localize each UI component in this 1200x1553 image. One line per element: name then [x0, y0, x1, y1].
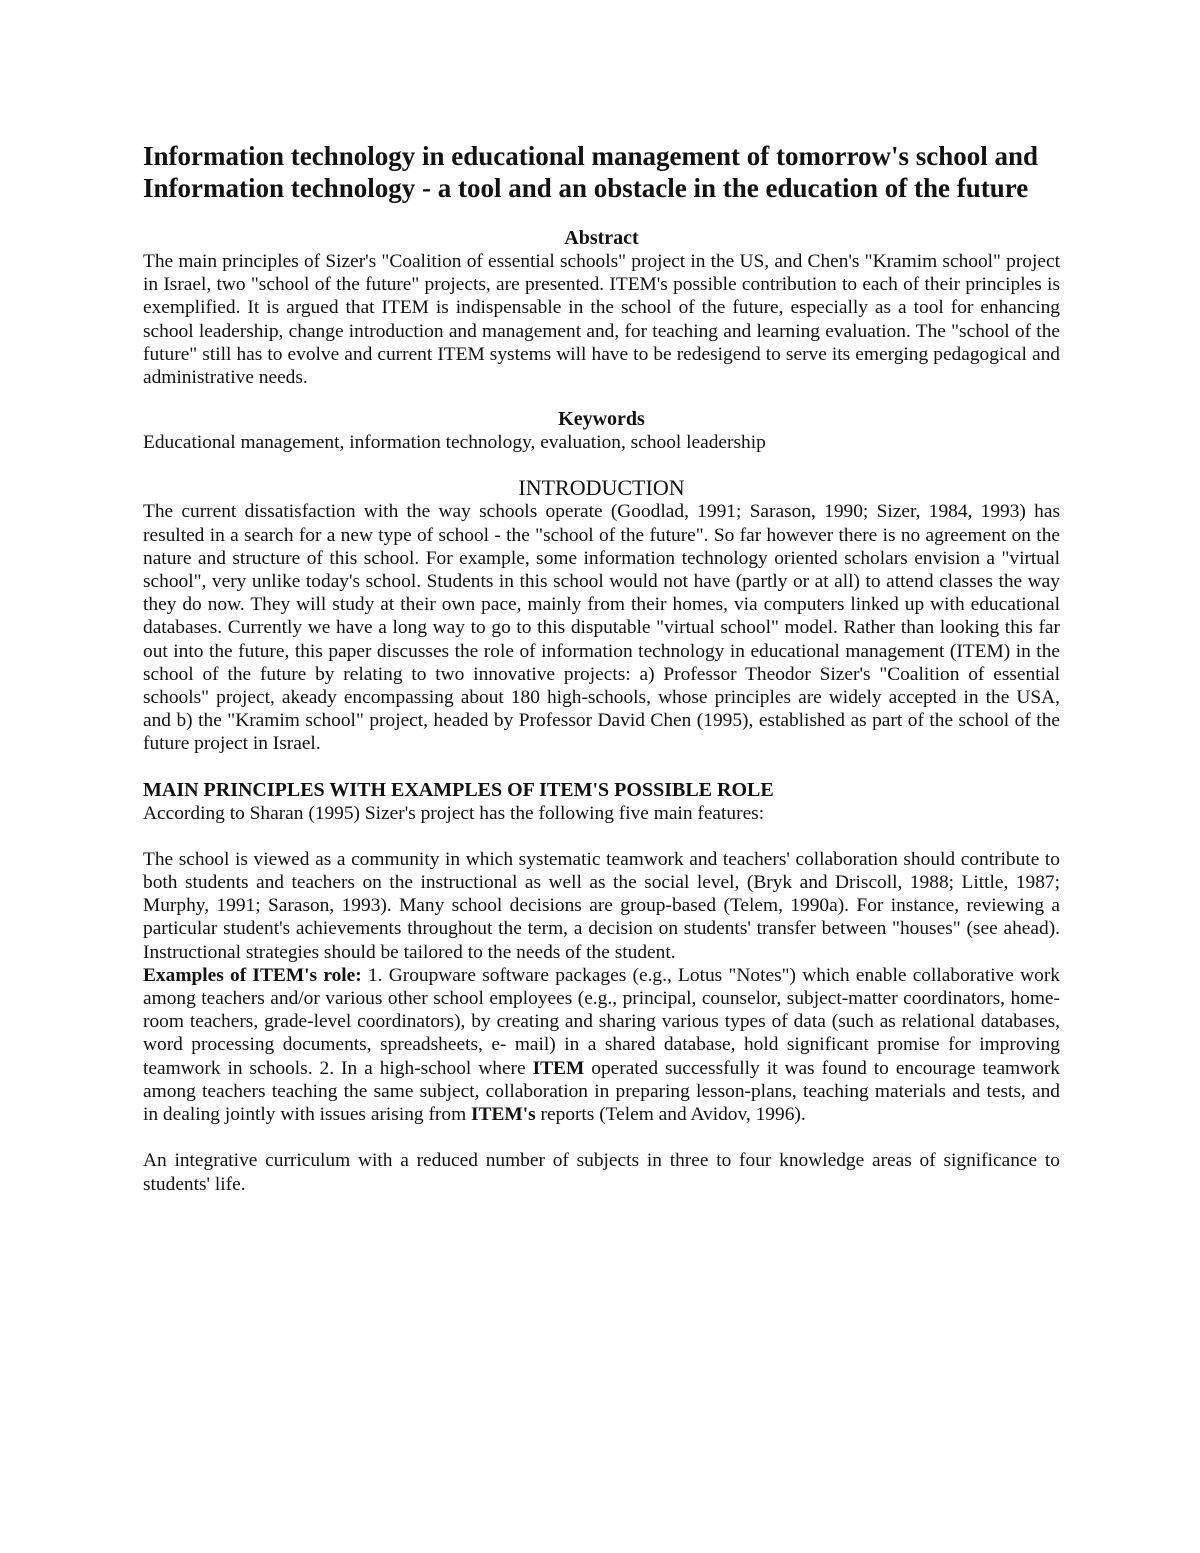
examples-text-3: reports (Telem and Avidov, 1996). — [535, 1104, 806, 1126]
keywords-heading: Keywords — [558, 408, 645, 431]
keywords-text: Educational management, information technology, evaluation, school leadership — [143, 432, 766, 454]
paper-title: Information technology in educational management of tomorrow's school and Information technology - a tool and an obstacle in the education of the future — [143, 141, 1038, 203]
main-principles-lead: According to Sharan (1995) Sizer's project has the following five main features: — [143, 802, 765, 824]
examples-text-1: 1. Groupware software packages (e.g., Lotus "Notes") which enable collaborative work among teachers and/or various other school employees (e.g., principal, counselor, subject-matter coordinators, home- room teachers, grade-level coordinators), by creating and sharing various types of data (such as relational databases, word processing documents, spreadsheets, e- mail) in a shared database, hold significant promise for improving teamwork in schools. 2. In a high-school where — [143, 964, 1061, 1079]
examples-label: Examples of ITEM's role: — [143, 964, 362, 986]
abstract-text: The main principles of Sizer's "Coalition of essential schools" project in the US, and Chen's "Kramim school" project in Israel, two "school of the future" projects, are presented. ITEM's possible contribution to each of their principles is exemplified. It is argued that ITEM is indispensable in the school of the future, especially as a tool for enhancing school leadership, change introduction and management and, for teaching and learning evaluation. The "school of the future" still has to evolve and current ITEM systems will have to be redesigend to serve its emerging pedagogical and administrative needs. — [143, 251, 1060, 389]
examples-text-2: operated successfully it was found to encourage teamwork among teachers teaching the same subject, collaboration in preparing lesson-plans, teaching materials and tests, and in dealing jointly with issues arising from — [143, 1057, 1060, 1126]
examples-item-term-2: ITEM's — [471, 1104, 536, 1126]
introduction-heading: INTRODUCTION — [518, 475, 685, 501]
document-page — [143, 140, 1060, 1196]
examples-item-term: ITEM — [532, 1057, 585, 1079]
introduction-text: The current dissatisfaction with the way schools operate (Goodlad, 1991; Sarason, 1990; Sizer, 1984, 1993) has resulted in a search for a new type of school - the "school of the future". So far however there is no agreement on the nature and structure of this school. For example, some information technology oriented scholars envision a "virtual school", very unlike today's school. Students in this school would not have (partly or at all) to attend classes the way they do now. They will study at their own pace, mainly from their homes, via computers linked up with educational databases. Currently we have a long way to go to this disputable "virtual school" model. Rather than looking this far out into the future, this paper discusses the role of information technology in educational management (ITEM) in the school of the future by relating to two innovative projects: a) Professor Theodor Sizer's "Coalition of essential schools" project, akeady encompassing about 180 high-schools, whose principles are widely accepted in the USA, and b) the "Kramim school" project, headed by Professor David Chen (1995), established as part of the school of the future project in Israel. — [143, 501, 1060, 755]
principle-1-text: The school is viewed as a community in which systematic teamwork and teachers' collaboration should contribute to both students and teachers on the instructional as well as the social level, (Bryk and Driscoll, 1988; Little, 1987; Murphy, 1991; Sarason, 1993). Many school decisions are group-based (Telem, 1990a). For instance, reviewing a particular student's achievements throughout the term, a decision on students' transfer between "houses" (see ahead). Instructional strategies should be tailored to the needs of the student. — [143, 848, 1060, 963]
examples-paragraph — [143, 964, 1060, 1126]
principle-2-text: An integrative curriculum with a reduced number of subjects in three to four knowledge areas of significance to students' life. — [143, 1150, 1060, 1195]
main-principles-heading: MAIN PRINCIPLES WITH EXAMPLES OF ITEM'S POSSIBLE ROLE — [143, 778, 774, 801]
abstract-heading: Abstract — [564, 227, 639, 249]
